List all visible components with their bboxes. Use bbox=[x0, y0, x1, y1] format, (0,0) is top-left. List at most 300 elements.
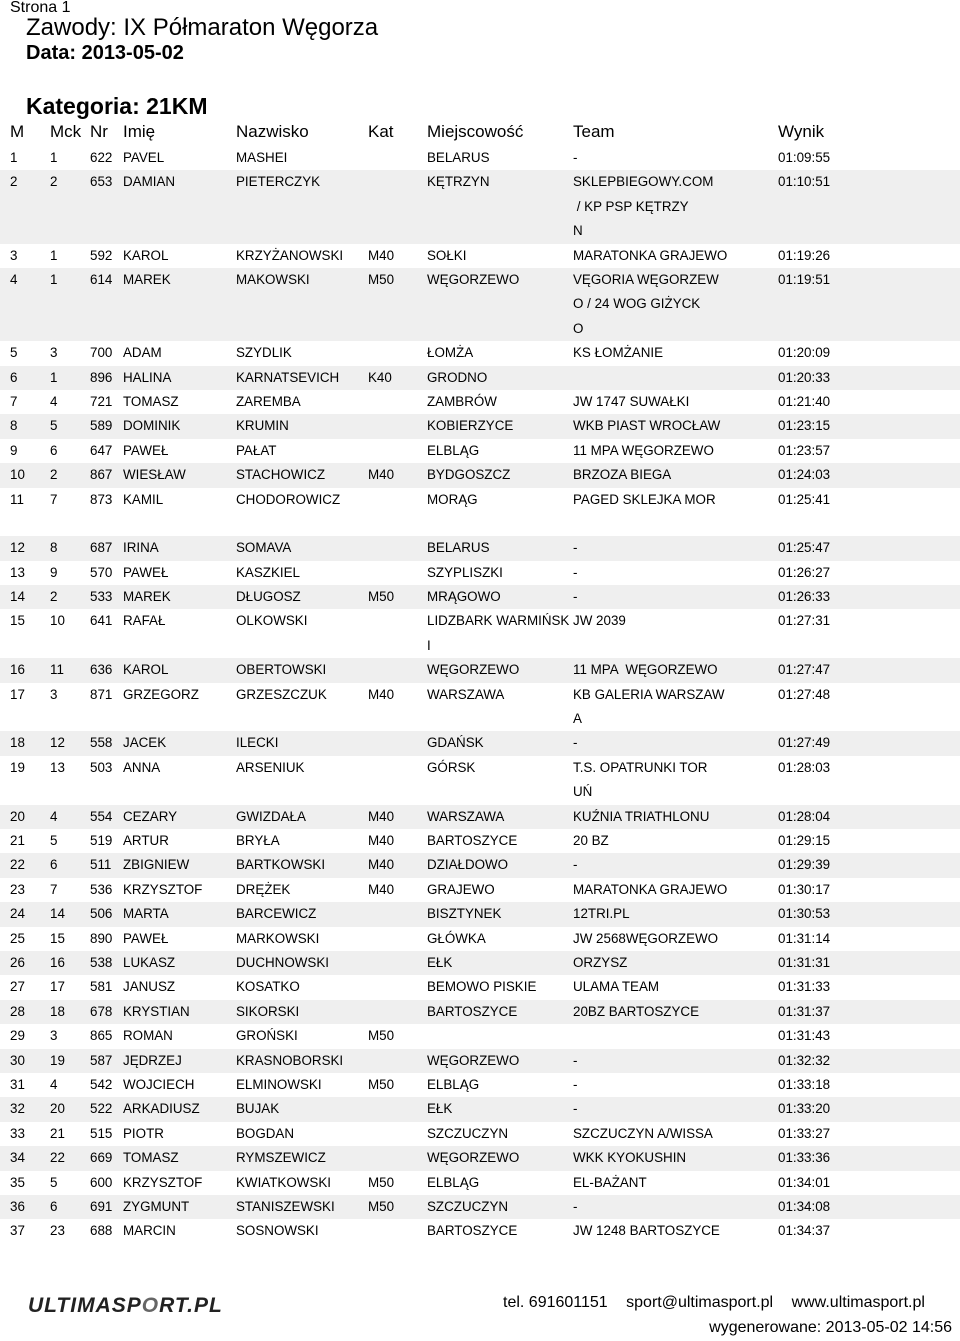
cell-city: SZCZUCZYN bbox=[427, 1198, 509, 1214]
cell-city: BARTOSZYCE bbox=[427, 1003, 518, 1019]
cell-mck: 4 bbox=[50, 808, 58, 824]
cell-nr: 867 bbox=[90, 467, 113, 483]
cell-mck: 16 bbox=[50, 954, 65, 970]
cell-city: EŁK bbox=[427, 954, 453, 970]
cell-m: 21 bbox=[10, 833, 25, 849]
cell-team: BRZOZA BIEGA bbox=[573, 467, 672, 483]
cell-last-name: KRASNOBORSKI bbox=[236, 1052, 344, 1068]
cell-m: 2 bbox=[10, 174, 18, 190]
cell-team: 11 MPA WĘGORZEWO bbox=[573, 662, 718, 678]
cell-nr: 873 bbox=[90, 491, 113, 507]
cell-time: 01:20:33 bbox=[778, 369, 831, 385]
cell-last-name: STACHOWICZ bbox=[236, 467, 326, 483]
logo-text-mid: O bbox=[141, 1294, 160, 1317]
logo-text-right: RT.PL bbox=[159, 1294, 223, 1317]
event-date: Data: 2013-05-02 bbox=[26, 42, 184, 64]
cell-m: 24 bbox=[10, 906, 25, 922]
cell-nr: 865 bbox=[90, 1028, 113, 1044]
table-row bbox=[0, 951, 960, 975]
table-row bbox=[0, 683, 960, 732]
cell-team: JW 1747 SUWAŁKI bbox=[573, 393, 690, 409]
cell-city: BISZTYNEK bbox=[427, 906, 502, 922]
cell-city: MORĄG bbox=[427, 491, 478, 507]
cell-time: 01:26:33 bbox=[778, 589, 831, 605]
email-link[interactable]: sport@ultimasport.pl bbox=[626, 1294, 774, 1311]
cell-first-name: PAWEŁ bbox=[123, 930, 169, 946]
cell-kat: M50 bbox=[368, 589, 395, 605]
cell-last-name: MASHEI bbox=[236, 150, 288, 165]
cell-kat: K40 bbox=[368, 369, 392, 385]
cell-team: JW 1248 BARTOSZYCE bbox=[573, 1223, 720, 1239]
table-row bbox=[0, 536, 960, 560]
cell-city: BYDGOSZCZ bbox=[427, 467, 511, 483]
cell-mck: 2 bbox=[50, 589, 58, 605]
cell-m: 22 bbox=[10, 857, 25, 873]
cell-city: WARSZAWA bbox=[427, 686, 505, 702]
ultimasport-logo bbox=[28, 1294, 223, 1318]
cell-nr: 515 bbox=[90, 1125, 113, 1141]
cell-nr: 522 bbox=[90, 1101, 113, 1117]
cell-m: 12 bbox=[10, 540, 25, 556]
cell-first-name: DAMIAN bbox=[123, 174, 176, 190]
cell-m: 36 bbox=[10, 1198, 25, 1214]
cell-kat: M50 bbox=[368, 1198, 395, 1214]
table-row bbox=[0, 390, 960, 414]
cell-mck: 5 bbox=[50, 833, 58, 849]
cell-team: JW 2039 bbox=[573, 613, 626, 629]
table-row bbox=[0, 756, 960, 805]
cell-first-name: MAREK bbox=[123, 271, 171, 287]
cell-time: 01:27:49 bbox=[778, 735, 831, 751]
cell-first-name: PAWEŁ bbox=[123, 442, 169, 458]
cell-last-name: GRZESZCZUK bbox=[236, 686, 327, 702]
cell-city: BARTOSZYCE bbox=[427, 1223, 518, 1239]
cell-city: ELBLĄG bbox=[427, 1076, 480, 1092]
cell-nr: 687 bbox=[90, 540, 113, 556]
cell-m: 30 bbox=[10, 1052, 25, 1068]
footer bbox=[0, 1290, 960, 1341]
results-header bbox=[0, 122, 960, 144]
cell-m: 29 bbox=[10, 1028, 25, 1044]
cell-nr: 678 bbox=[90, 1003, 113, 1019]
cell-time: 01:29:15 bbox=[778, 833, 831, 849]
cell-city: LIDZBARK WARMIŃSK I bbox=[427, 613, 570, 653]
cell-kat: M50 bbox=[368, 271, 395, 287]
cell-mck: 13 bbox=[50, 759, 65, 775]
cell-mck: 14 bbox=[50, 906, 65, 922]
cell-mck: 18 bbox=[50, 1003, 65, 1019]
table-row bbox=[0, 488, 960, 537]
cell-last-name: BARCEWICZ bbox=[236, 906, 317, 922]
table-row bbox=[0, 146, 960, 170]
cell-m: 16 bbox=[10, 662, 25, 678]
cell-team: - bbox=[573, 540, 578, 556]
cell-time: 01:24:03 bbox=[778, 467, 831, 483]
cell-nr: 511 bbox=[90, 857, 112, 873]
page-label: Strona 1 bbox=[10, 0, 71, 16]
cell-mck: 10 bbox=[50, 613, 65, 629]
cell-time: 01:31:31 bbox=[778, 954, 831, 970]
cell-team: EL-BAŻANT bbox=[573, 1174, 647, 1190]
cell-first-name: RAFAŁ bbox=[123, 613, 166, 629]
cell-city: SZYPLISZKI bbox=[427, 564, 503, 580]
cell-last-name: MAKOWSKI bbox=[236, 271, 310, 287]
cell-first-name: LUKASZ bbox=[123, 954, 176, 970]
cell-team: 12TRI.PL bbox=[573, 906, 630, 922]
cell-last-name: PAŁAT bbox=[236, 442, 277, 458]
cell-nr: 653 bbox=[90, 174, 113, 190]
cell-m: 26 bbox=[10, 954, 25, 970]
cell-first-name: PAWEŁ bbox=[123, 564, 169, 580]
header-mck: Mck bbox=[50, 122, 82, 141]
table-row bbox=[0, 902, 960, 926]
cell-mck: 4 bbox=[50, 393, 58, 409]
header-last-name: Nazwisko bbox=[236, 122, 309, 141]
cell-last-name: KASZKIEL bbox=[236, 564, 301, 580]
cell-m: 15 bbox=[10, 613, 25, 629]
generated-timestamp: wygenerowane: 2013-05-02 14:56 bbox=[709, 1319, 952, 1336]
table-row bbox=[0, 1073, 960, 1097]
cell-nr: 519 bbox=[90, 833, 113, 849]
cell-m: 7 bbox=[10, 393, 18, 409]
cell-nr: 700 bbox=[90, 345, 113, 361]
cell-m: 8 bbox=[10, 418, 18, 434]
results-table bbox=[0, 146, 960, 1244]
cell-mck: 8 bbox=[50, 540, 58, 556]
cell-team: - bbox=[573, 1101, 578, 1117]
cell-m: 18 bbox=[10, 735, 25, 751]
cell-m: 13 bbox=[10, 564, 25, 580]
cell-m: 3 bbox=[10, 247, 18, 263]
cell-team: WKK KYOKUSHIN bbox=[573, 1150, 687, 1166]
cell-m: 23 bbox=[10, 881, 25, 897]
cell-time: 01:30:53 bbox=[778, 906, 831, 922]
cell-city: BEMOWO PISKIE bbox=[427, 979, 537, 995]
table-row bbox=[0, 1049, 960, 1073]
cell-time: 01:31:33 bbox=[778, 979, 831, 995]
cell-city: GDAŃSK bbox=[427, 735, 484, 751]
cell-last-name: BARTKOWSKI bbox=[236, 857, 326, 873]
cell-time: 01:33:27 bbox=[778, 1125, 831, 1141]
category-title: Kategoria: 21KM bbox=[26, 93, 208, 119]
cell-city: DZIAŁDOWO bbox=[427, 857, 509, 873]
cell-city: GRAJEWO bbox=[427, 881, 495, 897]
cell-nr: 542 bbox=[90, 1076, 113, 1092]
cell-time: 01:23:15 bbox=[778, 418, 831, 434]
cell-m: 31 bbox=[10, 1076, 25, 1092]
cell-city: WĘGORZEWO bbox=[427, 271, 520, 287]
cell-city: WĘGORZEWO bbox=[427, 1052, 520, 1068]
cell-city: GRODNO bbox=[427, 369, 488, 385]
cell-nr: 506 bbox=[90, 906, 113, 922]
table-row bbox=[0, 463, 960, 487]
cell-mck: 23 bbox=[50, 1223, 65, 1239]
cell-team: JW 2568WĘGORZEWO bbox=[573, 930, 719, 946]
table-row bbox=[0, 609, 960, 658]
cell-m: 27 bbox=[10, 979, 25, 995]
cell-time: 01:10:51 bbox=[778, 174, 831, 190]
cell-nr: 589 bbox=[90, 418, 113, 434]
cell-first-name: ARKADIUSZ bbox=[123, 1101, 200, 1117]
cell-mck: 1 bbox=[50, 247, 58, 263]
cell-time: 01:19:51 bbox=[778, 271, 831, 287]
cell-last-name: DRĘŻEK bbox=[236, 881, 291, 897]
cell-nr: 581 bbox=[90, 979, 113, 995]
cell-m: 11 bbox=[10, 491, 24, 507]
cell-first-name: KRYSTIAN bbox=[123, 1003, 190, 1019]
cell-team: MARATONKA GRAJEWO bbox=[573, 881, 728, 897]
cell-kat: M40 bbox=[368, 467, 395, 483]
cell-nr: 570 bbox=[90, 564, 113, 580]
cell-time: 01:33:20 bbox=[778, 1101, 831, 1117]
cell-m: 20 bbox=[10, 808, 25, 824]
cell-first-name: KAROL bbox=[123, 662, 169, 678]
cell-nr: 592 bbox=[90, 247, 113, 263]
cell-m: 34 bbox=[10, 1150, 25, 1166]
cell-mck: 17 bbox=[50, 979, 65, 995]
table-row bbox=[0, 1219, 960, 1243]
cell-mck: 15 bbox=[50, 930, 65, 946]
cell-m: 6 bbox=[10, 369, 18, 385]
cell-last-name: GWIZDAŁA bbox=[236, 808, 306, 824]
cell-first-name: JĘDRZEJ bbox=[123, 1052, 182, 1068]
cell-first-name: TOMASZ bbox=[123, 393, 179, 409]
cell-time: 01:26:27 bbox=[778, 564, 831, 580]
cell-mck: 22 bbox=[50, 1150, 65, 1166]
cell-first-name: KRZYSZTOF bbox=[123, 881, 203, 897]
cell-team: 11 MPA WĘGORZEWO bbox=[573, 442, 714, 458]
cell-city: BELARUS bbox=[427, 540, 490, 556]
cell-m: 5 bbox=[10, 345, 18, 361]
cell-mck: 3 bbox=[50, 686, 58, 702]
cell-time: 01:32:32 bbox=[778, 1052, 831, 1068]
cell-time: 01:27:48 bbox=[778, 686, 831, 702]
cell-mck: 5 bbox=[50, 418, 58, 434]
cell-mck: 3 bbox=[50, 345, 58, 361]
cell-m: 17 bbox=[10, 686, 25, 702]
cell-m: 1 bbox=[10, 150, 18, 165]
cell-city: BARTOSZYCE bbox=[427, 833, 518, 849]
cell-team: ORZYSZ bbox=[573, 954, 628, 970]
cell-kat: M40 bbox=[368, 881, 395, 897]
cell-last-name: STANISZEWSKI bbox=[236, 1198, 335, 1214]
cell-city: ZAMBRÓW bbox=[427, 393, 497, 409]
table-row bbox=[0, 829, 960, 853]
cell-mck: 5 bbox=[50, 1174, 58, 1190]
cell-mck: 19 bbox=[50, 1052, 65, 1068]
logo-text-left: ULTIMASP bbox=[28, 1294, 142, 1317]
table-row bbox=[0, 1171, 960, 1195]
cell-first-name: ADAM bbox=[123, 345, 162, 361]
cell-last-name: DŁUGOSZ bbox=[236, 589, 301, 605]
cell-nr: 688 bbox=[90, 1223, 113, 1239]
cell-last-name: GROŃSKI bbox=[236, 1028, 298, 1044]
cell-team: KS ŁOMŻANIE bbox=[573, 345, 664, 361]
cell-team: MARATONKA GRAJEWO bbox=[573, 247, 728, 263]
cell-kat: M50 bbox=[368, 1174, 395, 1190]
table-row bbox=[0, 561, 960, 585]
cell-city: MRĄGOWO bbox=[427, 589, 501, 605]
cell-nr: 503 bbox=[90, 759, 113, 775]
cell-nr: 636 bbox=[90, 662, 113, 678]
cell-nr: 614 bbox=[90, 271, 113, 287]
table-row bbox=[0, 658, 960, 682]
table-row bbox=[0, 1146, 960, 1170]
cell-last-name: SZYDLIK bbox=[236, 345, 292, 361]
cell-first-name: PIOTR bbox=[123, 1125, 164, 1141]
cell-time: 01:09:55 bbox=[778, 150, 831, 165]
cell-time: 01:31:43 bbox=[778, 1028, 831, 1044]
cell-mck: 1 bbox=[50, 150, 58, 165]
cell-nr: 536 bbox=[90, 881, 113, 897]
cell-mck: 21 bbox=[50, 1125, 65, 1141]
cell-kat: M40 bbox=[368, 808, 395, 824]
cell-nr: 554 bbox=[90, 808, 113, 824]
cell-city: WĘGORZEWO bbox=[427, 1150, 520, 1166]
cell-nr: 622 bbox=[90, 150, 113, 165]
cell-last-name: ILECKI bbox=[236, 735, 279, 751]
cell-first-name: WIESŁAW bbox=[123, 467, 186, 483]
cell-team: - bbox=[573, 1052, 578, 1068]
cell-city: GÓRSK bbox=[427, 759, 476, 775]
cell-time: 01:28:03 bbox=[778, 759, 831, 775]
cell-team: KB GALERIA WARSZAW A bbox=[573, 686, 725, 727]
cell-nr: 669 bbox=[90, 1150, 113, 1166]
cell-time: 01:31:37 bbox=[778, 1003, 831, 1019]
table-row bbox=[0, 731, 960, 755]
cell-team: - bbox=[573, 150, 578, 165]
cell-mck: 7 bbox=[50, 491, 58, 507]
cell-time: 01:34:01 bbox=[778, 1174, 831, 1190]
cell-first-name: JACEK bbox=[123, 735, 167, 751]
cell-time: 01:30:17 bbox=[778, 881, 831, 897]
cell-team: - bbox=[573, 564, 578, 580]
table-row bbox=[0, 366, 960, 390]
cell-team: - bbox=[573, 735, 578, 751]
cell-last-name: MARKOWSKI bbox=[236, 930, 320, 946]
table-row bbox=[0, 341, 960, 365]
cell-first-name: ZBIGNIEW bbox=[123, 857, 190, 873]
cell-last-name: BUJAK bbox=[236, 1101, 280, 1117]
cell-time: 01:29:39 bbox=[778, 857, 831, 873]
cell-last-name: PIETERCZYK bbox=[236, 174, 321, 190]
cell-mck: 11 bbox=[50, 662, 64, 678]
cell-city: SOŁKI bbox=[427, 247, 467, 263]
cell-nr: 600 bbox=[90, 1174, 113, 1190]
cell-m: 32 bbox=[10, 1101, 25, 1117]
cell-team: VĘGORIA WĘGORZEW O / 24 WOG GIŻYCK O bbox=[573, 271, 719, 336]
header-kat: Kat bbox=[368, 122, 394, 141]
cell-time: 01:27:31 bbox=[778, 613, 831, 629]
cell-city: ELBLĄG bbox=[427, 442, 480, 458]
cell-mck: 12 bbox=[50, 735, 65, 751]
cell-first-name: KAROL bbox=[123, 247, 169, 263]
cell-last-name: KRUMIN bbox=[236, 418, 289, 434]
cell-last-name: BOGDAN bbox=[236, 1125, 295, 1141]
cell-last-name: CHODOROWICZ bbox=[236, 491, 341, 507]
cell-team: - bbox=[573, 1198, 578, 1214]
cell-nr: 533 bbox=[90, 589, 113, 605]
cell-team: SZCZUCZYN A/WISSA bbox=[573, 1125, 713, 1141]
cell-time: 01:21:40 bbox=[778, 393, 831, 409]
cell-city: ELBLĄG bbox=[427, 1174, 480, 1190]
cell-time: 01:20:09 bbox=[778, 345, 831, 361]
table-row bbox=[0, 1024, 960, 1048]
cell-city: WĘGORZEWO bbox=[427, 662, 520, 678]
table-row bbox=[0, 878, 960, 902]
cell-team: - bbox=[573, 1076, 578, 1092]
table-row bbox=[0, 1000, 960, 1024]
cell-mck: 3 bbox=[50, 1028, 58, 1044]
cell-last-name: KRZYŻANOWSKI bbox=[236, 247, 344, 263]
cell-nr: 691 bbox=[90, 1198, 113, 1214]
cell-team: T.S. OPATRUNKI TOR UŃ bbox=[573, 759, 708, 800]
cell-time: 01:34:37 bbox=[778, 1223, 831, 1239]
cell-first-name: DOMINIK bbox=[123, 418, 181, 434]
cell-time: 01:25:47 bbox=[778, 540, 831, 556]
cell-last-name: ARSENIUK bbox=[236, 759, 305, 775]
cell-m: 35 bbox=[10, 1174, 25, 1190]
cell-mck: 2 bbox=[50, 467, 58, 483]
cell-first-name: IRINA bbox=[123, 540, 159, 556]
cell-last-name: OBERTOWSKI bbox=[236, 662, 327, 678]
cell-team: - bbox=[573, 589, 578, 605]
cell-first-name: JANUSZ bbox=[123, 979, 176, 995]
header-first-name: Imię bbox=[123, 122, 156, 141]
table-row bbox=[0, 805, 960, 829]
cell-first-name: WOJCIECH bbox=[123, 1076, 195, 1092]
cell-time: 01:19:26 bbox=[778, 247, 831, 263]
cell-mck: 1 bbox=[50, 369, 58, 385]
cell-m: 25 bbox=[10, 930, 25, 946]
cell-nr: 558 bbox=[90, 735, 113, 751]
cell-last-name: SOSNOWSKI bbox=[236, 1223, 319, 1239]
cell-last-name: SIKORSKI bbox=[236, 1003, 300, 1019]
table-row bbox=[0, 975, 960, 999]
table-row bbox=[0, 1195, 960, 1219]
cell-mck: 6 bbox=[50, 1198, 58, 1214]
cell-first-name: MAREK bbox=[123, 589, 171, 605]
cell-last-name: BRYŁA bbox=[236, 833, 280, 849]
cell-m: 4 bbox=[10, 271, 18, 287]
cell-first-name: CEZARY bbox=[123, 808, 178, 824]
header-city: Miejscowość bbox=[427, 122, 524, 141]
cell-mck: 9 bbox=[50, 564, 58, 580]
table-row bbox=[0, 439, 960, 463]
cell-city: EŁK bbox=[427, 1101, 453, 1117]
cell-m: 19 bbox=[10, 759, 25, 775]
header-time: Wynik bbox=[778, 122, 825, 141]
cell-kat: M40 bbox=[368, 857, 395, 873]
cell-first-name: ROMAN bbox=[123, 1028, 173, 1044]
cell-city: GŁÓWKA bbox=[427, 930, 486, 946]
cell-m: 14 bbox=[10, 589, 25, 605]
cell-kat: M50 bbox=[368, 1076, 395, 1092]
website-link[interactable]: www.ultimasport.pl bbox=[791, 1294, 925, 1311]
cell-time: 01:28:04 bbox=[778, 808, 831, 824]
phone: tel. 691601151 bbox=[503, 1294, 608, 1311]
cell-nr: 587 bbox=[90, 1052, 113, 1068]
cell-nr: 538 bbox=[90, 954, 113, 970]
cell-first-name: ANNA bbox=[123, 759, 161, 775]
cell-nr: 721 bbox=[90, 393, 113, 409]
cell-first-name: TOMASZ bbox=[123, 1150, 179, 1166]
cell-last-name: SOMAVA bbox=[236, 540, 292, 556]
cell-time: 01:34:08 bbox=[778, 1198, 831, 1214]
cell-city: WARSZAWA bbox=[427, 808, 505, 824]
cell-nr: 641 bbox=[90, 613, 113, 629]
cell-last-name: KARNATSEVICH bbox=[236, 369, 340, 385]
